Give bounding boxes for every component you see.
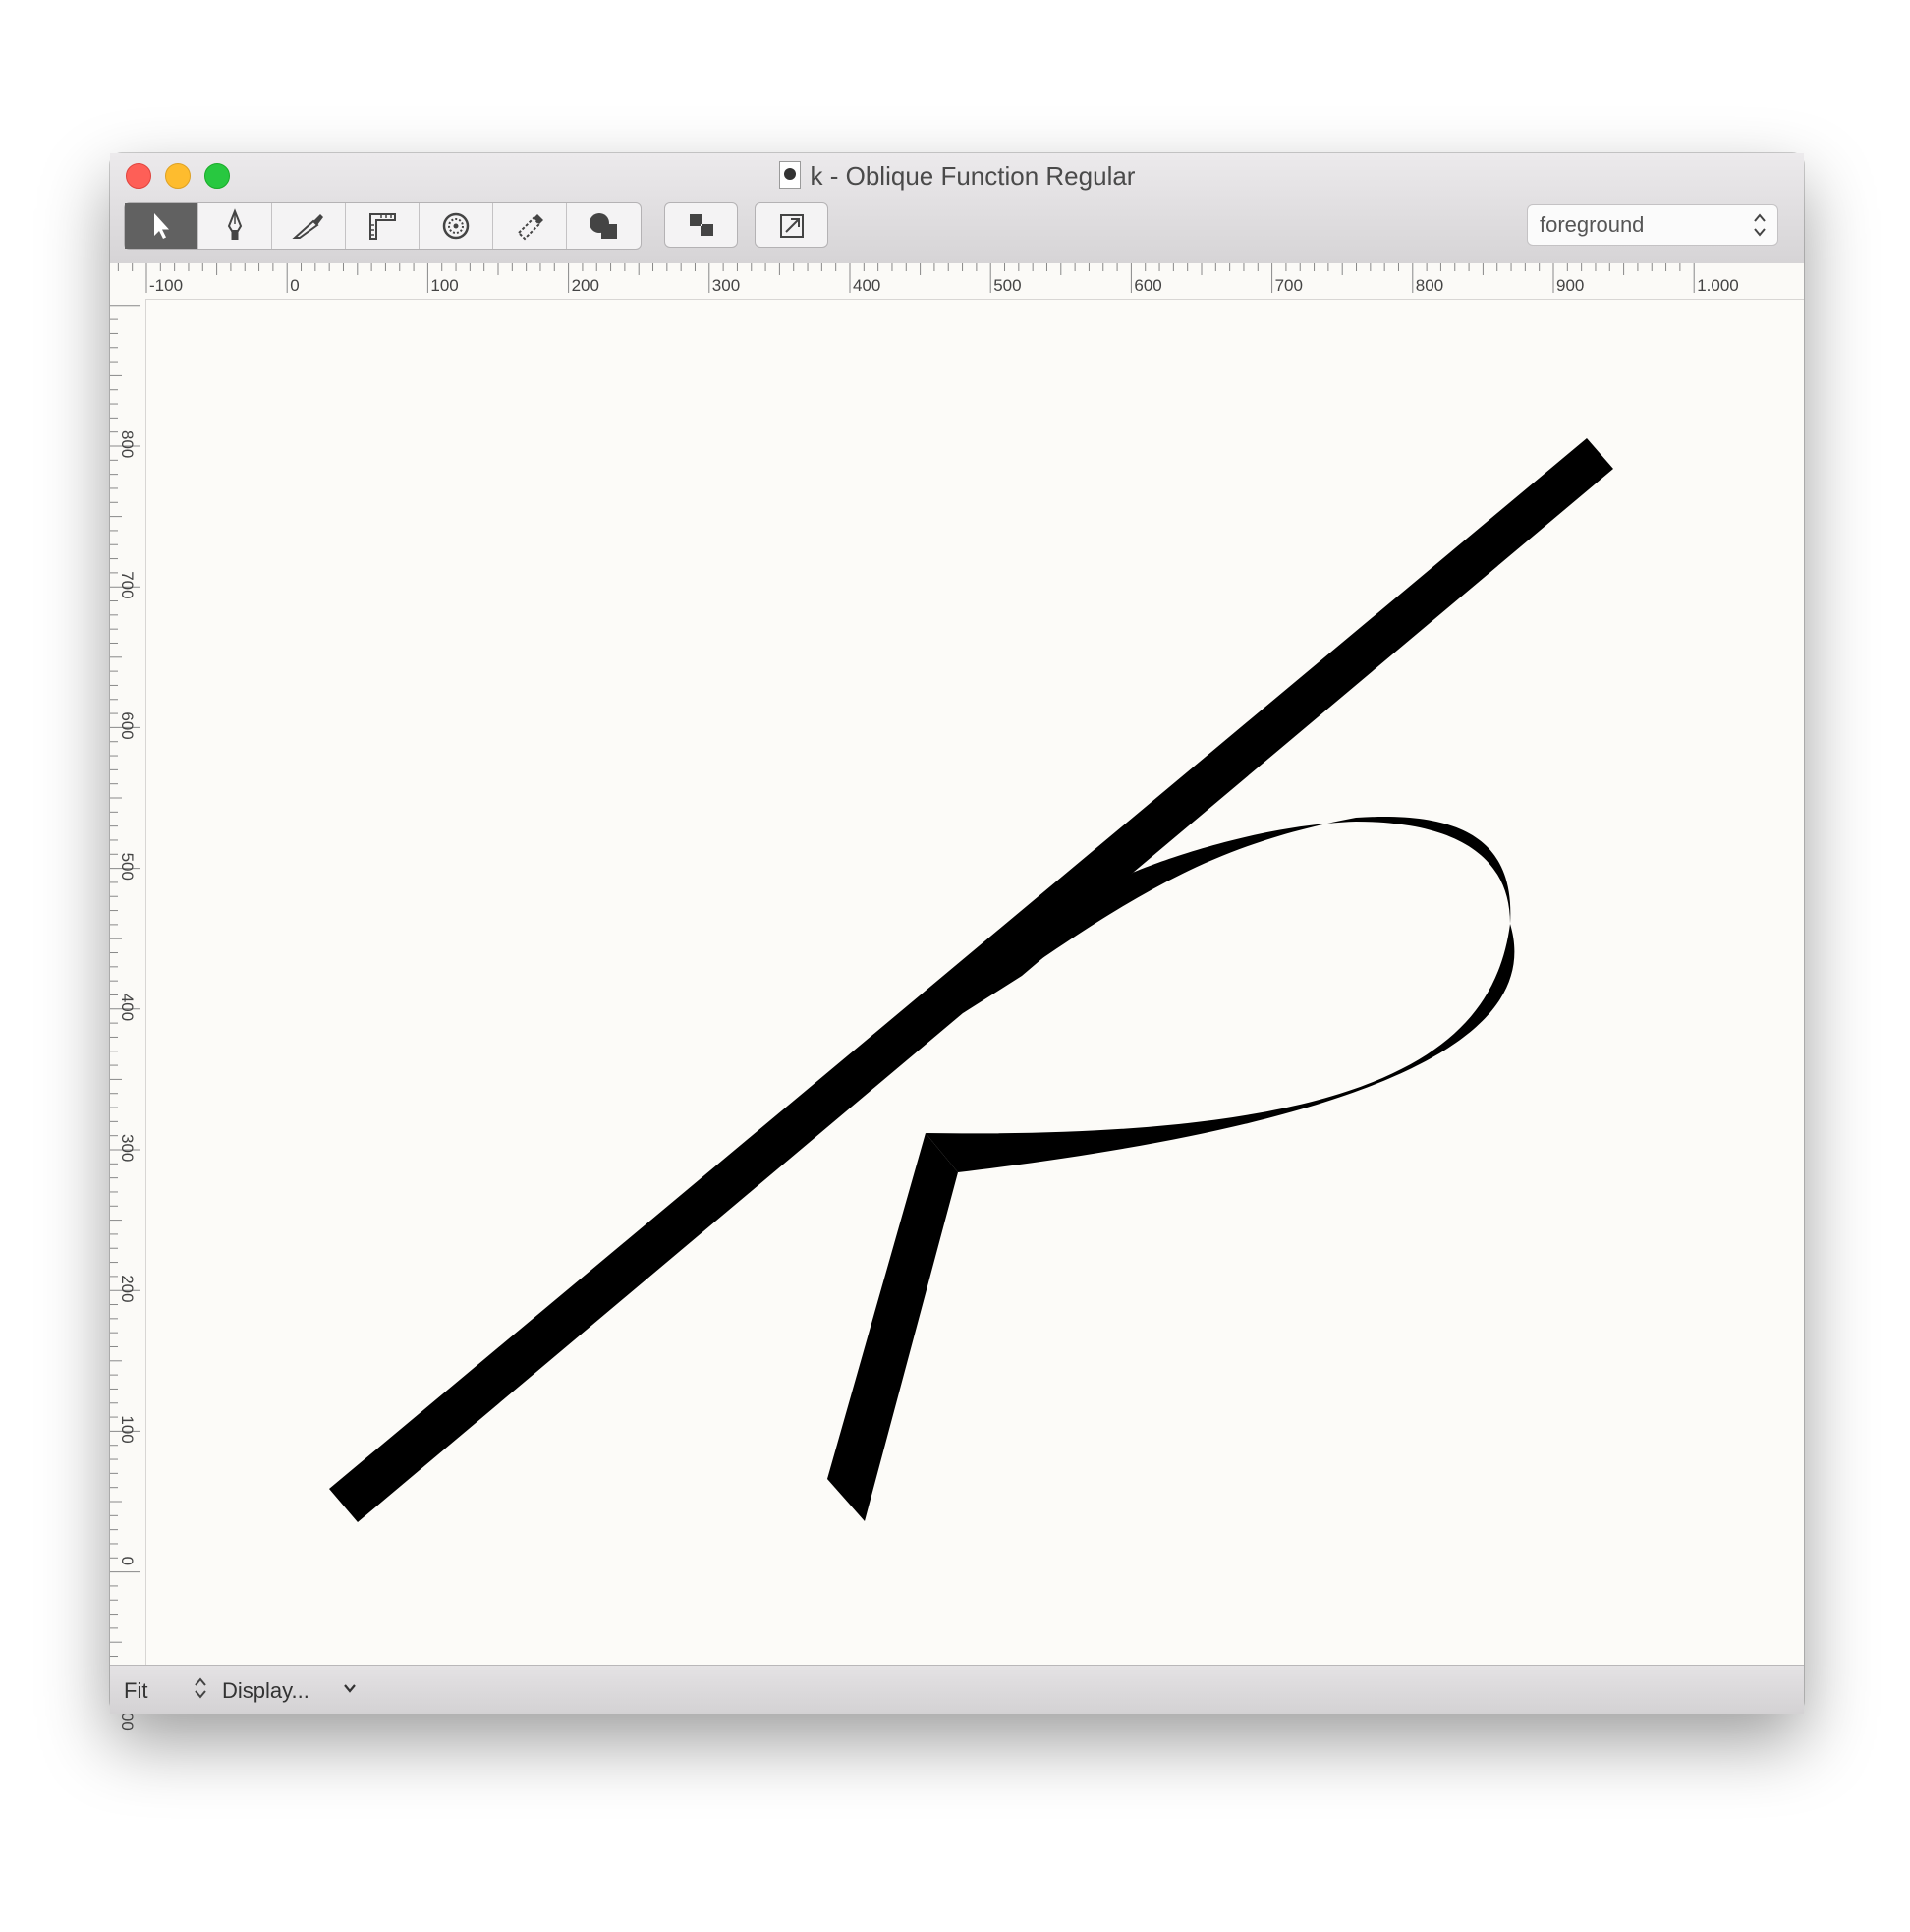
ruler-label: 200 [571, 276, 599, 295]
up-down-chevron-icon [1752, 209, 1768, 241]
zoom-fit-label[interactable]: Fit [124, 1678, 148, 1703]
ruler-label: 900 [1556, 276, 1585, 295]
glyph-canvas[interactable] [146, 300, 1804, 1665]
dotted-eraser-icon [515, 211, 544, 241]
ruler-label: 1.000 [1697, 276, 1739, 295]
wheel-icon [441, 211, 471, 241]
ruler-label: 500 [118, 852, 137, 881]
chevron-down-icon[interactable] [342, 1680, 358, 1696]
transform-button[interactable] [755, 202, 828, 248]
vertical-ruler[interactable] [110, 299, 146, 1665]
select-tool[interactable] [125, 203, 198, 249]
ruler-label: 0 [290, 276, 300, 295]
ruler-label: 100 [430, 276, 459, 295]
eraser-tool[interactable] [493, 203, 567, 249]
ruler-label: 700 [118, 571, 137, 599]
glyph-leg-stroke[interactable] [827, 1133, 958, 1521]
pen-tool[interactable] [198, 203, 272, 249]
glyph-editor-window [110, 153, 1804, 1713]
ruler-label: 800 [1415, 276, 1444, 295]
ruler-label: 600 [1134, 276, 1162, 295]
knife-tool[interactable] [272, 203, 346, 249]
display-menu-button[interactable]: Display... [222, 1678, 309, 1703]
document-icon [779, 161, 801, 189]
ruler-label: 300 [118, 1134, 137, 1163]
pen-nib-icon [222, 209, 248, 243]
ruler-label: 400 [853, 276, 881, 295]
horizontal-ruler-scale [110, 263, 1804, 299]
ruler-label: 200 [118, 1275, 137, 1303]
horizontal-ruler[interactable] [110, 263, 1804, 300]
transform-box-icon [777, 210, 807, 240]
ruler-label: 400 [118, 993, 137, 1022]
ruler-label: 500 [993, 276, 1022, 295]
titlebar [110, 153, 1804, 264]
arrow-pointer-icon [148, 211, 174, 241]
window-title: k - Oblique Function Regular [810, 161, 1136, 191]
ruler-label: 800 [118, 430, 137, 459]
components-button[interactable] [664, 202, 738, 248]
shapes-tool[interactable] [567, 203, 641, 249]
ruler-label: 600 [118, 711, 137, 740]
glyph-diagonal-stroke[interactable] [329, 438, 1613, 1522]
wheel-tool[interactable] [420, 203, 493, 249]
ruler-label: 100 [118, 1415, 137, 1444]
statusbar [110, 1665, 1804, 1714]
glyph-k-drawing [146, 300, 1804, 1665]
zoom-stepper-icon[interactable] [193, 1675, 208, 1702]
ruler-label: -100 [149, 276, 184, 295]
ruler-label: 700 [1274, 276, 1303, 295]
ruler-icon [367, 211, 397, 241]
ruler-label: 300 [711, 276, 741, 295]
knife-icon [292, 211, 325, 241]
shapes-icon [588, 211, 621, 241]
vertical-ruler-scale [110, 299, 145, 1665]
layer-select[interactable] [1527, 204, 1778, 246]
ruler-label: 0 [118, 1556, 137, 1566]
measure-tool[interactable] [346, 203, 420, 249]
glyph-bowl-stroke[interactable] [926, 817, 1514, 1172]
stacked-squares-icon [687, 211, 716, 239]
layer-select-value: foreground [1540, 212, 1645, 237]
tool-segmented-control [124, 202, 642, 250]
window-title-area [110, 161, 1804, 191]
